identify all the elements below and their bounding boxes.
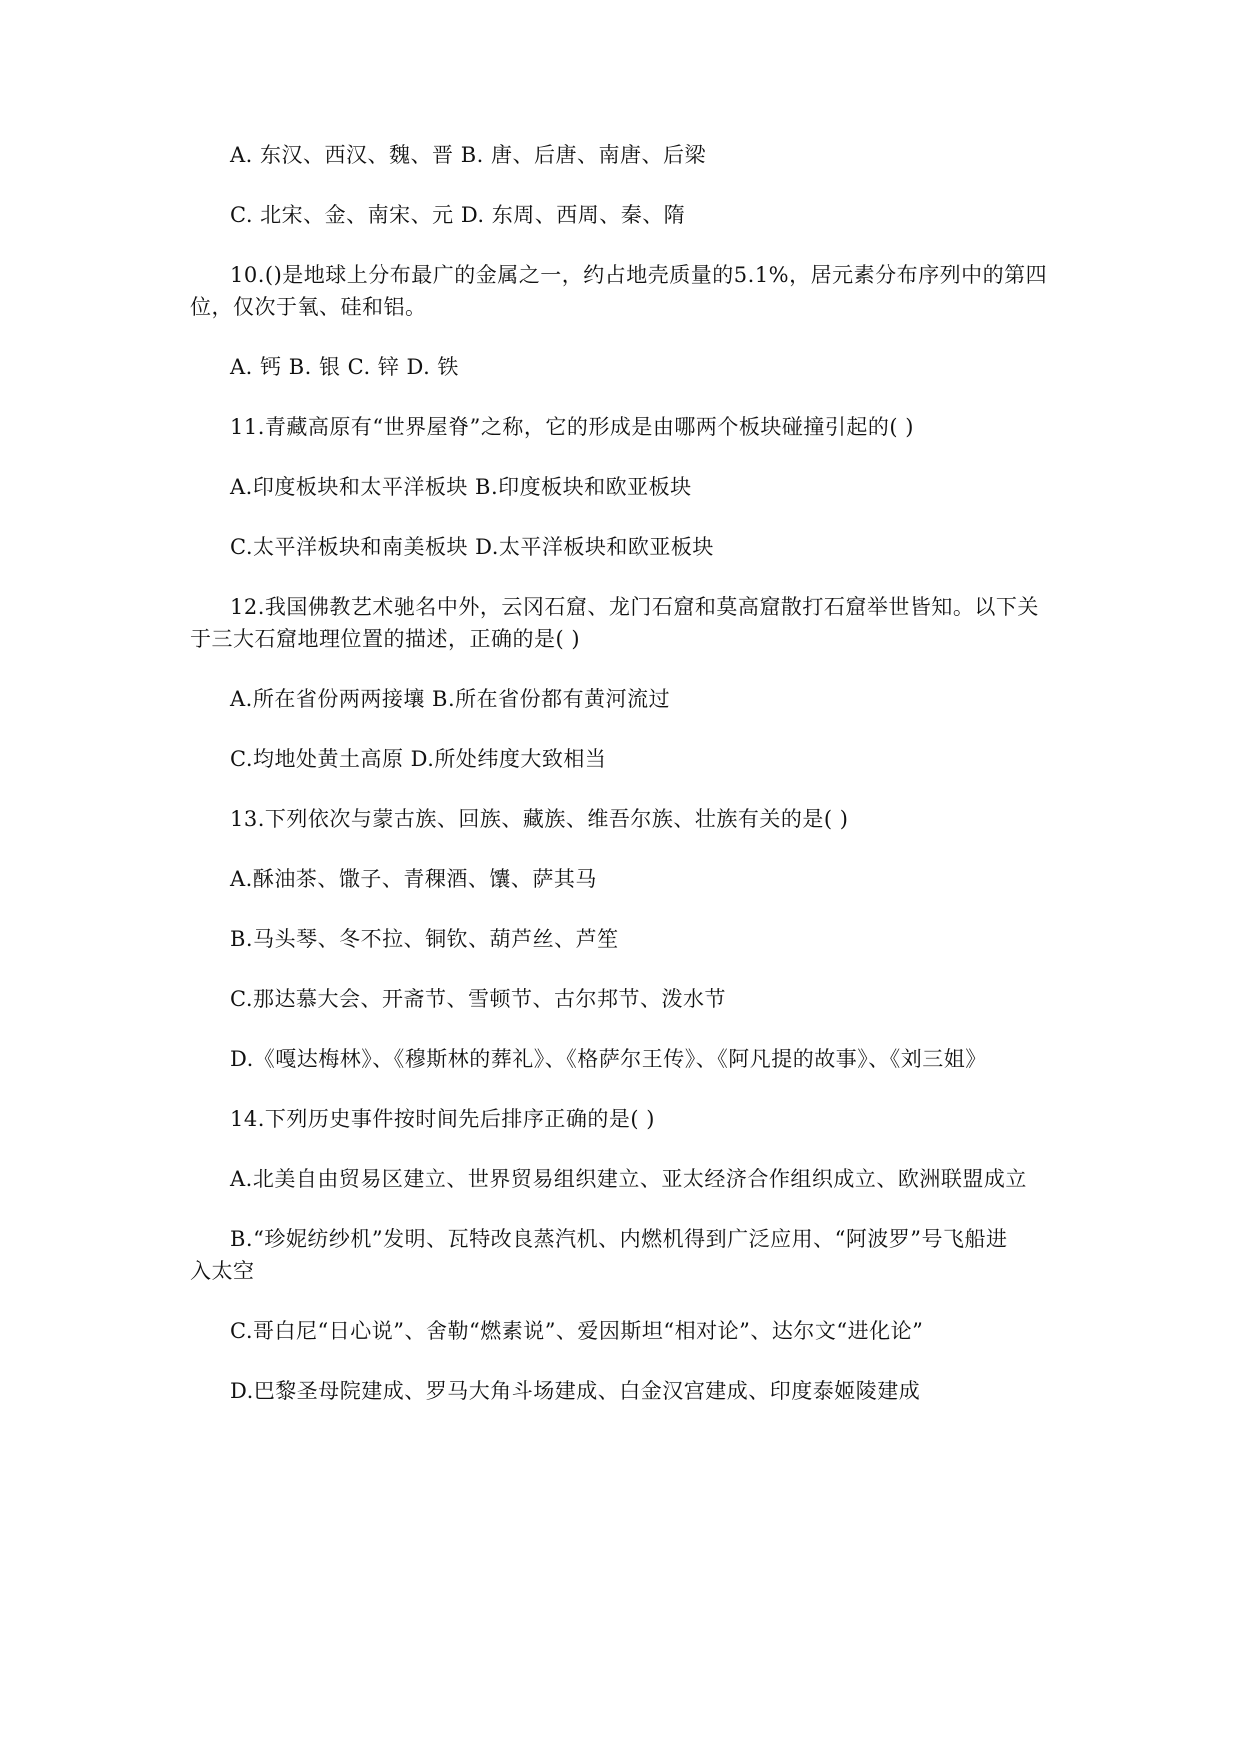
q10-stem-line-2: 位，仅次于氧、硅和铝。 — [190, 295, 427, 319]
q13-option-d: D.《嘎达梅林》、《穆斯林的葬礼》、《格萨尔王传》、《阿凡提的故事》、《刘三姐》 — [230, 1047, 987, 1071]
q11-stem: 11.青藏高原有“世界屋脊”之称，它的形成是由哪两个板块碰撞引起的( ) — [230, 415, 914, 439]
q14-stem: 14.下列历史事件按时间先后排序正确的是( ) — [230, 1107, 655, 1131]
q14-option-b-line-2: 入太空 — [190, 1259, 255, 1283]
q14-option-a: A.北美自由贸易区建立、世界贸易组织建立、亚太经济合作组织成立、欧洲联盟成立 — [230, 1167, 1027, 1191]
q13-option-c: C.那达慕大会、开斋节、雪顿节、古尔邦节、泼水节 — [230, 987, 726, 1011]
q13-stem: 13.下列依次与蒙古族、回族、藏族、维吾尔族、壮族有关的是( ) — [230, 807, 849, 831]
q9-options-ab: A. 东汉、西汉、魏、晋 B. 唐、后唐、南唐、后梁 — [230, 143, 706, 167]
q14-option-b-line-1: B.“珍妮纺纱机”发明、瓦特改良蒸汽机、内燃机得到广泛应用、“阿波罗”号飞船进 — [230, 1227, 1008, 1251]
q10-stem-line-1: 10.()是地球上分布最广的金属之一，约占地壳质量的5.1%，居元素分布序列中的第四 — [230, 263, 1048, 287]
q12-stem-line-1: 12.我国佛教艺术驰名中外，云冈石窟、龙门石窟和莫高窟散打石窟举世皆知。以下关 — [230, 595, 1039, 619]
q13-option-a: A.酥油茶、馓子、青稞酒、馕、萨其马 — [230, 867, 597, 891]
q13-option-b: B.马头琴、冬不拉、铜钦、葫芦丝、芦笙 — [230, 927, 619, 951]
q14-option-c: C.哥白尼“日心说”、舍勒“燃素说”、爱因斯坦“相对论”、达尔文“进化论” — [230, 1319, 924, 1343]
q12-options-cd: C.均地处黄土高原 D.所处纬度大致相当 — [230, 747, 607, 771]
q9-options-cd: C. 北宋、金、南宋、元 D. 东周、西周、秦、隋 — [230, 203, 686, 227]
q10-options: A. 钙 B. 银 C. 锌 D. 铁 — [230, 355, 459, 379]
q11-options-cd: C.太平洋板块和南美板块 D.太平洋板块和欧亚板块 — [230, 535, 714, 559]
q12-stem-line-2: 于三大石窟地理位置的描述，正确的是( ) — [190, 627, 581, 651]
q11-options-ab: A.印度板块和太平洋板块 B.印度板块和欧亚板块 — [230, 475, 692, 499]
q14-option-d: D.巴黎圣母院建成、罗马大角斗场建成、白金汉宫建成、印度泰姬陵建成 — [230, 1379, 921, 1403]
q12-options-ab: A.所在省份两两接壤 B.所在省份都有黄河流过 — [230, 687, 671, 711]
